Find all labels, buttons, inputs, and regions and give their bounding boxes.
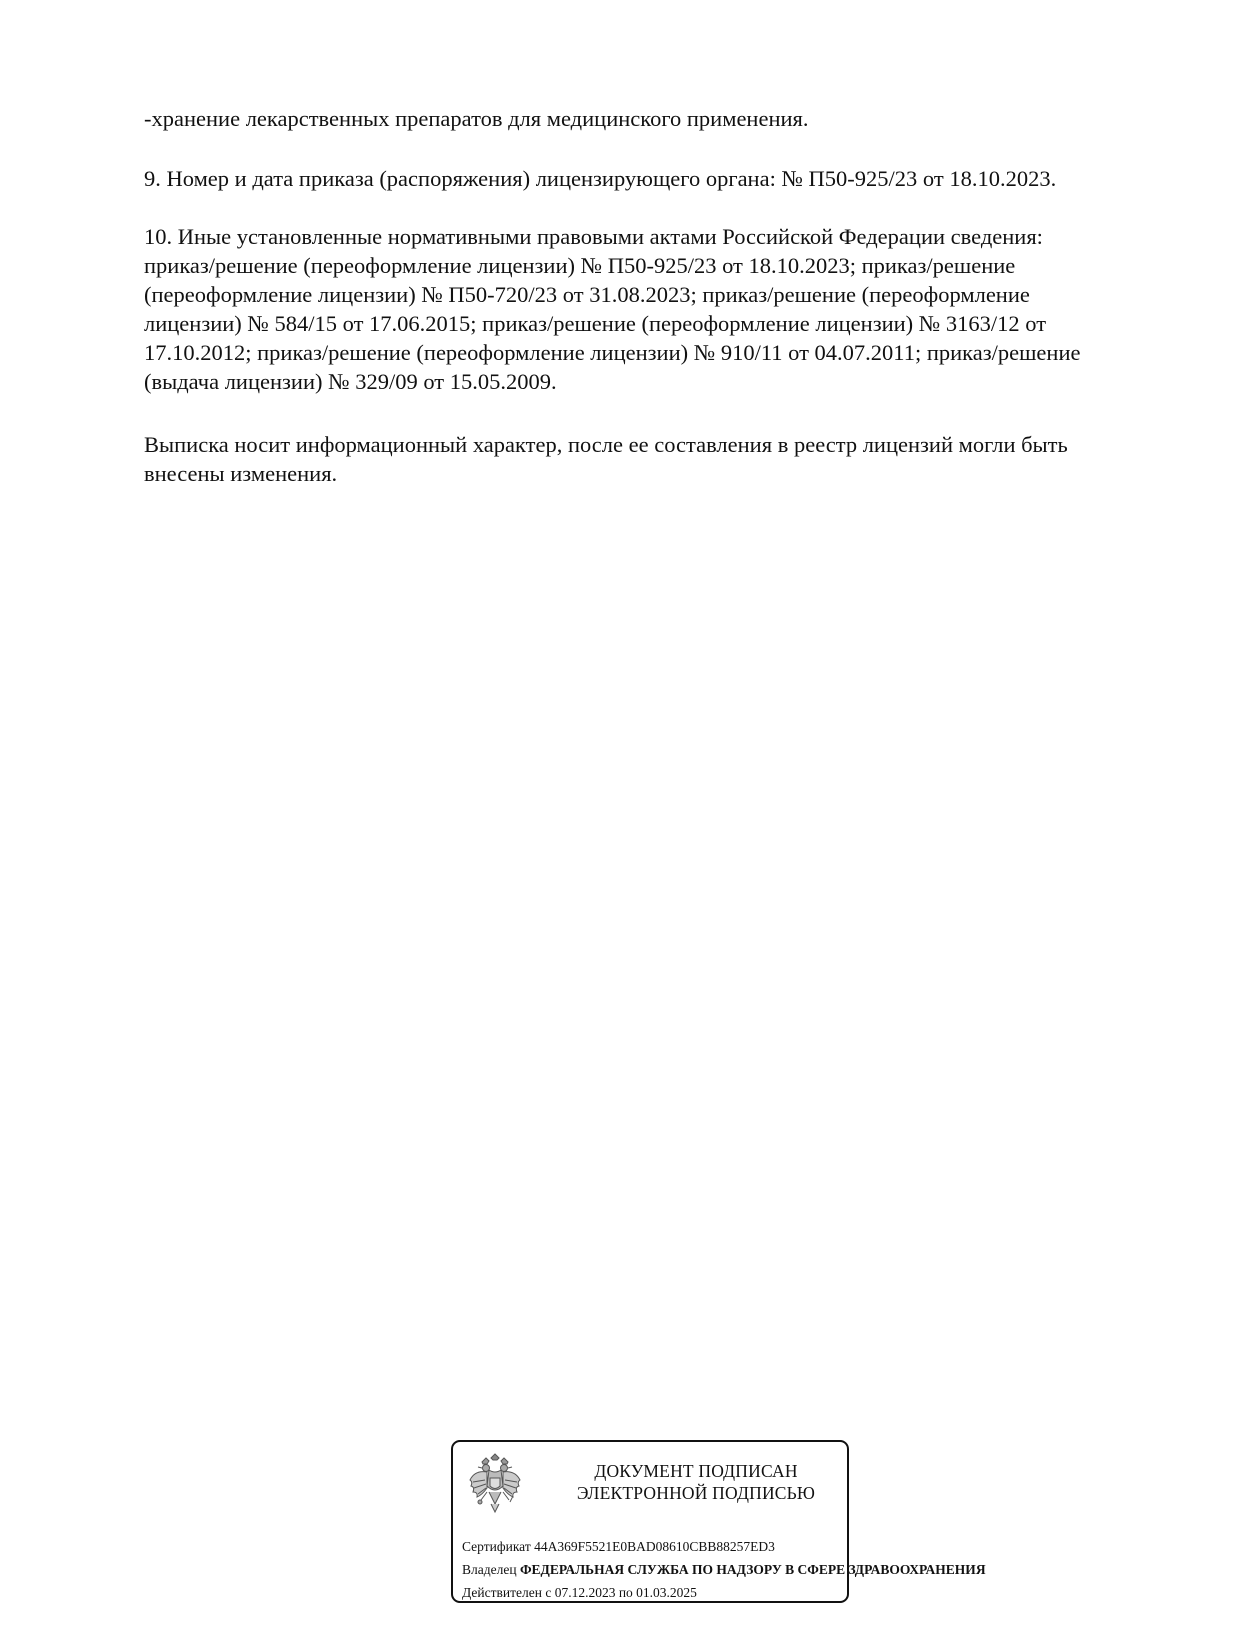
storage-paragraph bbox=[144, 104, 1164, 133]
disclaimer-line: Выписка носит информационный характер, после ее составления в реестр лицензий могли быть bbox=[144, 432, 1068, 457]
validity-from-word: с bbox=[545, 1585, 552, 1600]
other-info-line: приказ/решение (переоформление лицензии) № П50-925/23 от 18.10.2023; приказ/решение bbox=[144, 253, 1016, 278]
certificate-label: Сертификат bbox=[462, 1539, 531, 1554]
owner-value: ФЕДЕРАЛЬНАЯ СЛУЖБА ПО НАДЗОРУ В СФЕРЕ ЗДРАВООХРАНЕНИЯ bbox=[519, 1562, 986, 1577]
other-info-line: 10. Иные установленные нормативными правовыми актами Российской Федерации сведения: bbox=[144, 224, 1043, 249]
stamp-title-line: ЭЛЕКТРОННОЙ ПОДПИСЬЮ bbox=[576, 1483, 816, 1503]
certificate-value: 44A369F5521E0BAD08610CBB88257ED3 bbox=[534, 1539, 775, 1554]
other-info-line: (переоформление лицензии) № П50-720/23 от 31.08.2023; приказ/решение (переоформление bbox=[144, 282, 1030, 307]
disclaimer-line: внесены изменения. bbox=[144, 461, 338, 486]
other-info-paragraph bbox=[144, 222, 1164, 396]
order-paragraph bbox=[144, 164, 1164, 193]
validity-label: Действителен bbox=[462, 1585, 542, 1600]
storage-line: -хранение лекарственных препаратов для медицинского применения. bbox=[144, 106, 809, 131]
owner-label: Владелец bbox=[462, 1562, 517, 1577]
other-info-line: 17.10.2012; приказ/решение (переоформление лицензии) № 910/11 от 04.07.2011; приказ/решение bbox=[144, 340, 1081, 365]
validity-to: 01.03.2025 bbox=[636, 1585, 697, 1600]
other-info-line: лицензии) № 584/15 от 17.06.2015; приказ/решение (переоформление лицензии) № 3163/12 от bbox=[144, 311, 1047, 336]
owner-row bbox=[462, 1561, 986, 1578]
russian-coat-of-arms-icon bbox=[467, 1452, 523, 1522]
electronic-signature-stamp bbox=[451, 1440, 986, 1603]
stamp-title-line: ДОКУМЕНТ ПОДПИСАН bbox=[594, 1461, 798, 1481]
disclaimer-paragraph bbox=[144, 430, 1164, 488]
validity-to-word: по bbox=[618, 1585, 633, 1600]
certificate-row bbox=[462, 1538, 775, 1555]
other-info-line: (выдача лицензии) № 329/09 от 15.05.2009. bbox=[144, 369, 557, 394]
order-line: 9. Номер и дата приказа (распоряжения) лицензирующего органа: № П50-925/23 от 18.10.2023. bbox=[144, 166, 1057, 191]
validity-from: 07.12.2023 bbox=[554, 1585, 616, 1600]
validity-row bbox=[462, 1584, 697, 1601]
stamp-title bbox=[553, 1460, 839, 1504]
